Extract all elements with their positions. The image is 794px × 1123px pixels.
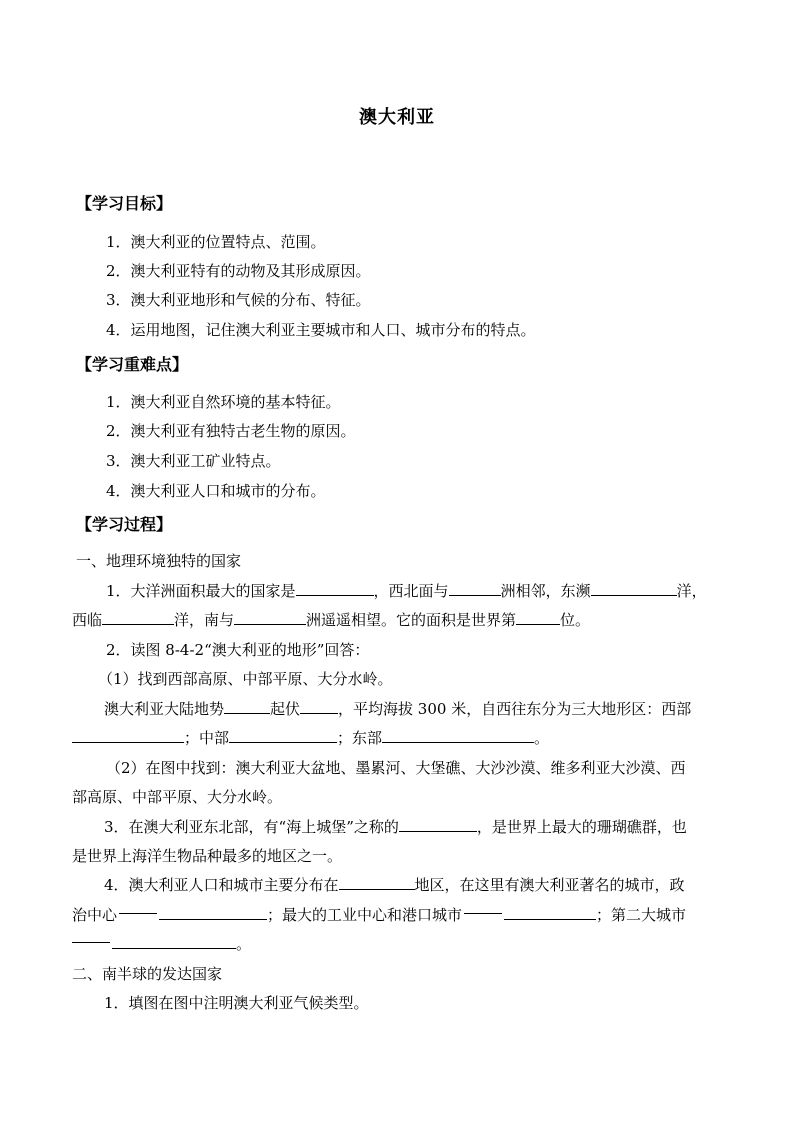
question-1-line-2: 西临 洋，南与 洲遥遥相望。它的面积是世界第 位。 [72,611,591,629]
answer-blank-population-region[interactable] [339,875,415,890]
question-2-terrain-line-2: ；中部 ；东部 。 [72,728,549,748]
question-3-line-1: 3．在澳大利亚东北部，有“海上城堡”之称的 ，是世界上最大的珊瑚礁群，也 [104,818,687,836]
question-4-line-1: 4．澳大利亚人口和城市主要分布在 地区，在这里有澳大利亚著名的城市，政 [104,876,685,894]
key-points-heading: 【学习重难点】 [76,355,189,374]
goal-item: 1．澳大利亚的位置特点、范围。 [106,233,326,251]
answer-blank-political-center[interactable] [159,905,267,920]
process-heading: 【学习过程】 [76,515,173,534]
question-1-line-1: 1．大洋洲面积最大的国家是 ，西北面与 洲相邻，东濒 洋， [106,582,707,600]
answer-blank-east-ocean[interactable] [591,581,677,596]
dash-separator [464,913,502,914]
question-4-line-3: 。 [72,934,251,954]
question-4-line-2: 治中心 ；最大的工业中心和港口城市 ；第二大城市 [72,906,687,924]
answer-blank-northwest-continent[interactable] [449,581,501,596]
question-2-terrain-line-1: 澳大利亚大陆地势 起伏 ，平均海拔 300 米，自西往东分为三大地形区：西部 [104,700,692,718]
dash-separator [119,913,157,914]
goal-item: 3．澳大利亚地形和气候的分布、特征。 [106,291,371,309]
key-point-item: 3．澳大利亚工矿业特点。 [106,452,281,470]
question-2-intro: 2．读图 8-4-2“澳大利亚的地形”回答： [106,641,370,659]
goal-item: 4．运用地图，记住澳大利亚主要城市和人口、城市分布的特点。 [106,321,536,339]
answer-blank-area-rank[interactable] [516,610,560,625]
goal-item: 2．澳大利亚特有的动物及其形成原因。 [106,262,371,280]
answer-blank-terrain-height[interactable] [300,699,338,714]
goals-heading: 【学习目标】 [76,194,173,213]
question-3-line-2: 是世界上海洋生物品种最多的地区之一。 [72,847,343,865]
answer-blank-industrial-port[interactable] [504,905,596,920]
key-point-item: 1．澳大利亚自然环境的基本特征。 [106,393,341,411]
section2-title: 二、南半球的发达国家 [72,965,223,983]
answer-blank-second-city[interactable] [112,934,236,949]
key-point-item: 2．澳大利亚有独特古老生物的原因。 [106,422,356,440]
answer-blank-central-region[interactable] [229,728,337,743]
dash-separator [72,942,110,943]
answer-blank-eastern-region[interactable] [382,728,534,743]
answer-blank-west-ocean[interactable] [102,610,174,625]
question-2-sub-2-line-1: （2）在图中找到：澳大利亚大盆地、墨累河、大堡礁、大沙沙漠、维多利亚大沙漠、西 [106,759,686,777]
answer-blank-largest-country[interactable] [296,581,374,596]
key-point-item: 4．澳大利亚人口和城市的分布。 [106,482,326,500]
question-2-sub-1: （1）找到西部高原、中部平原、大分水岭。 [98,670,393,688]
answer-blank-western-region[interactable] [72,728,184,743]
question-2-sub-2-line-2: 部高原、中部平原、大分水岭。 [72,788,283,806]
answer-blank-south-continent[interactable] [234,610,306,625]
page-title: 澳大利亚 [359,107,435,128]
answer-blank-terrain-side[interactable] [224,699,270,714]
answer-blank-great-barrier-reef[interactable] [399,817,477,832]
section1-title: 一、地理环境独特的国家 [76,552,242,570]
section2-question-1: 1．填图在图中注明澳大利亚气候类型。 [104,994,369,1012]
